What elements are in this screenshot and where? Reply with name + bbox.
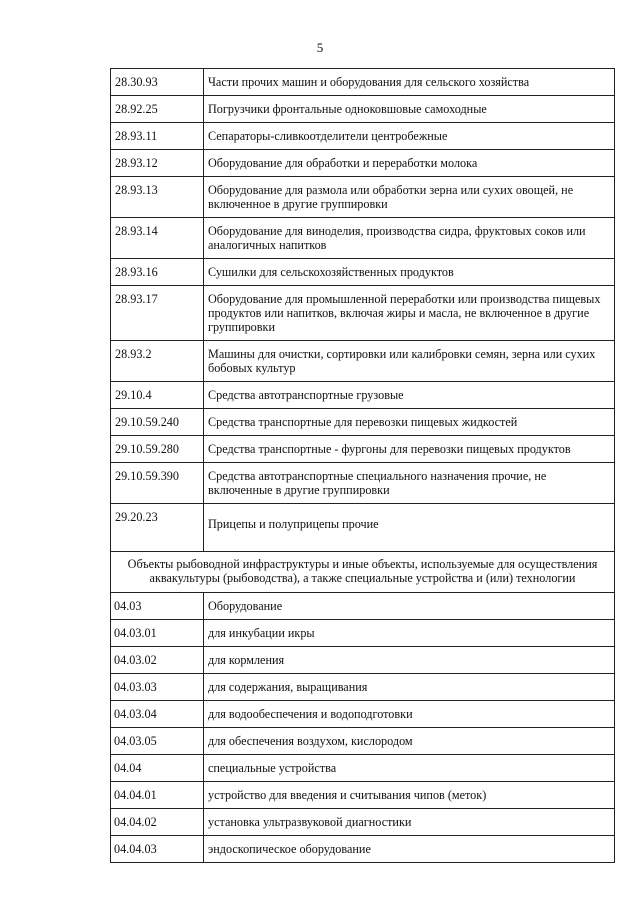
- table-row: [111, 382, 615, 409]
- name-cell: для содержания, выращивания: [204, 674, 615, 701]
- code-cell: 28.93.2: [111, 341, 204, 382]
- table-row: [111, 504, 615, 552]
- code-cell: 04.04.02: [111, 809, 204, 836]
- table-row: [111, 123, 615, 150]
- name-cell: специальные устройства: [204, 755, 615, 782]
- table-row: [111, 647, 615, 674]
- section-heading-row: [111, 552, 615, 593]
- code-cell: 04.03.02: [111, 647, 204, 674]
- page-number: 5: [316, 40, 324, 55]
- name-cell: Оборудование для размола или обработки зерна или сухих овощей, не включенное в другие группировки: [204, 177, 615, 218]
- code-cell: 04.04: [111, 755, 204, 782]
- table-row: [111, 409, 615, 436]
- name-cell: Сушилки для сельскохозяйственных продуктов: [204, 259, 615, 286]
- name-cell: Средства автотранспортные грузовые: [204, 382, 615, 409]
- table-row: [111, 593, 615, 620]
- code-cell: 28.93.16: [111, 259, 204, 286]
- name-cell: для водообеспечения и водоподготовки: [204, 701, 615, 728]
- table-row: [111, 463, 615, 504]
- name-cell: для обеспечения воздухом, кислородом: [204, 728, 615, 755]
- table-row: [111, 286, 615, 341]
- code-cell: 29.10.59.280: [111, 436, 204, 463]
- table-row: [111, 436, 615, 463]
- code-cell: 28.30.93: [111, 69, 204, 96]
- code-cell: 29.10.59.390: [111, 463, 204, 504]
- table-row: [111, 150, 615, 177]
- table-row: [111, 341, 615, 382]
- code-cell: 28.93.17: [111, 286, 204, 341]
- code-cell: 29.10.4: [111, 382, 204, 409]
- code-cell: 04.03.05: [111, 728, 204, 755]
- table-row: [111, 96, 615, 123]
- table-row: [111, 218, 615, 259]
- section-heading: Объекты рыбоводной инфраструктуры и иные объекты, используемые для осуществления аквакультуры (рыбоводства), а также специальные устройства и (или) технологии: [111, 552, 615, 593]
- name-cell: устройство для введения и считывания чипов (меток): [204, 782, 615, 809]
- code-cell: 28.93.13: [111, 177, 204, 218]
- code-cell: 04.03.01: [111, 620, 204, 647]
- code-cell: 28.93.11: [111, 123, 204, 150]
- code-cell: 28.93.14: [111, 218, 204, 259]
- name-cell: Оборудование для виноделия, производства сидра, фруктовых соков или аналогичных напитков: [204, 218, 615, 259]
- name-cell: установка ультразвуковой диагностики: [204, 809, 615, 836]
- name-cell: Части прочих машин и оборудования для сельского хозяйства: [204, 69, 615, 96]
- table-row: [111, 755, 615, 782]
- table-row: [111, 809, 615, 836]
- name-cell: Средства автотранспортные специального назначения прочие, не включенные в другие группировки: [204, 463, 615, 504]
- code-cell: 04.04.01: [111, 782, 204, 809]
- name-cell: Оборудование для обработки и переработки молока: [204, 150, 615, 177]
- table-row: [111, 728, 615, 755]
- table-row: [111, 782, 615, 809]
- name-cell: Погрузчики фронтальные одноковшовые самоходные: [204, 96, 615, 123]
- name-cell: Средства транспортные для перевозки пищевых жидкостей: [204, 409, 615, 436]
- code-cell: 04.03.04: [111, 701, 204, 728]
- code-cell: 28.92.25: [111, 96, 204, 123]
- code-cell: 28.93.12: [111, 150, 204, 177]
- name-cell: для инкубации икры: [204, 620, 615, 647]
- equipment-codes-table: [110, 68, 615, 863]
- code-cell: 04.04.03: [111, 836, 204, 863]
- name-cell: для кормления: [204, 647, 615, 674]
- code-cell: 29.10.59.240: [111, 409, 204, 436]
- table-row: [111, 177, 615, 218]
- code-cell: 04.03.03: [111, 674, 204, 701]
- table-row: [111, 674, 615, 701]
- table-row: [111, 69, 615, 96]
- name-cell: Сепараторы-сливкоотделители центробежные: [204, 123, 615, 150]
- table-row: [111, 701, 615, 728]
- name-cell: эндоскопическое оборудование: [204, 836, 615, 863]
- code-cell: 04.03: [111, 593, 204, 620]
- table-row: [111, 259, 615, 286]
- name-cell: Оборудование для промышленной переработки или производства пищевых продуктов или напитков, включая жиры и масла, не включенное в другие группировки: [204, 286, 615, 341]
- table-row: [111, 836, 615, 863]
- name-cell: Средства транспортные - фургоны для перевозки пищевых продуктов: [204, 436, 615, 463]
- table-row: [111, 620, 615, 647]
- name-cell: Машины для очистки, сортировки или калибровки семян, зерна или сухих бобовых культур: [204, 341, 615, 382]
- name-cell: Оборудование: [204, 593, 615, 620]
- name-cell: Прицепы и полуприцепы прочие: [204, 504, 615, 552]
- code-cell: 29.20.23: [111, 504, 204, 552]
